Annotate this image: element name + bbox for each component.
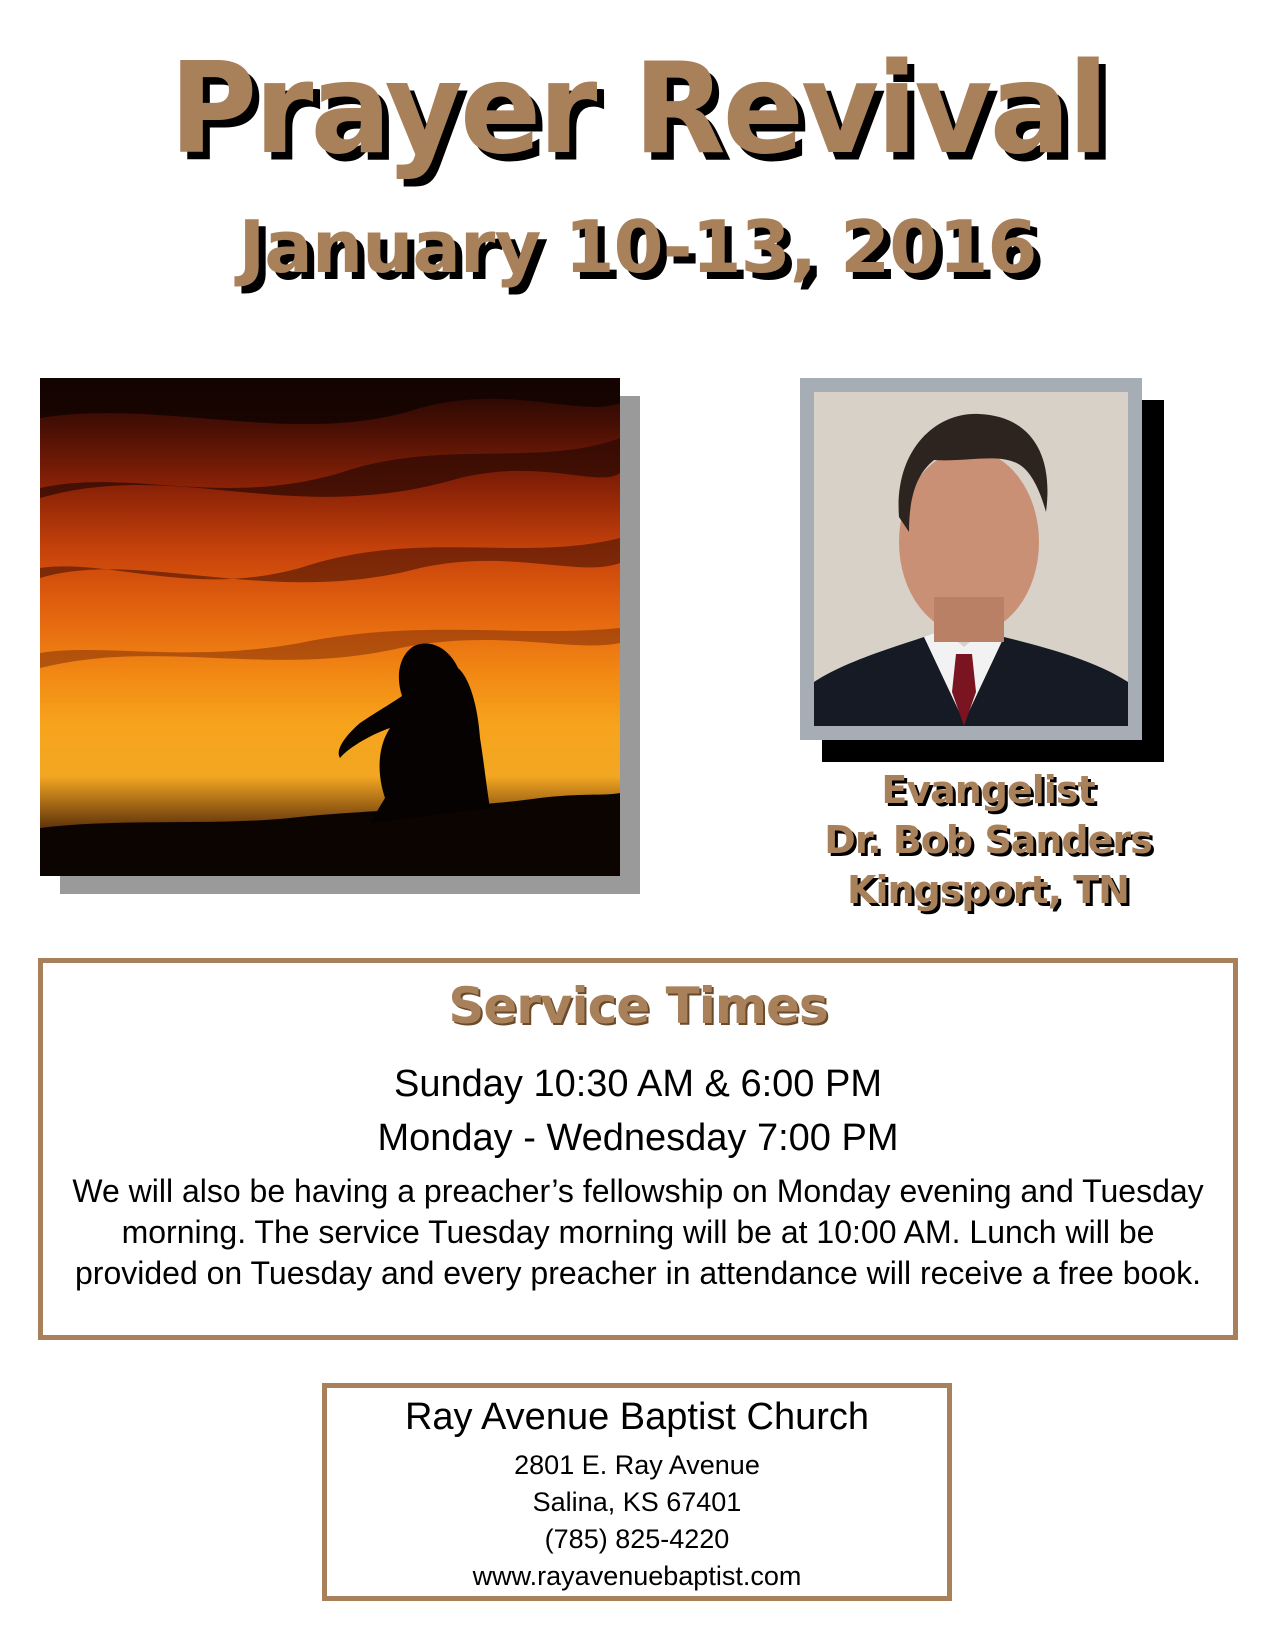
service-times-heading: Service Times (448, 977, 828, 1035)
church-website[interactable]: www.rayavenuebaptist.com (472, 1561, 802, 1591)
evangelist-portrait (814, 392, 1128, 726)
church-info-box (322, 1383, 952, 1601)
evangelist-role: Evangelist (881, 768, 1095, 812)
evangelist-name: Dr. Bob Sanders (824, 818, 1152, 862)
fellowship-note: We will also be having a preacher’s fellowship on Monday evening and Tuesday morning. The service Tuesday morning will be at 10:00 AM. Lunch will be provided on Tuesday and every preacher in attendance will receive a free book. (72, 1173, 1204, 1291)
service-times-box (38, 958, 1238, 1340)
portrait-frame (800, 378, 1142, 740)
page-title: Prayer Revival (169, 36, 1106, 183)
church-phone: (785) 825-4220 (544, 1524, 730, 1554)
praying-silhouette-icon (40, 378, 620, 876)
service-time-weekday: Monday - Wednesday 7:00 PM (377, 1117, 899, 1159)
man-portrait-icon (814, 392, 1128, 726)
event-date: January 10-13, 2016 (238, 205, 1037, 289)
service-time-sunday: Sunday 10:30 AM & 6:00 PM (394, 1063, 882, 1105)
church-city: Salina, KS 67401 (532, 1487, 742, 1517)
evangelist-location: Kingsport, TN (847, 868, 1129, 912)
church-name: Ray Avenue Baptist Church (404, 1396, 869, 1438)
sunset-photo (40, 378, 620, 876)
church-address: 2801 E. Ray Avenue (514, 1450, 760, 1480)
